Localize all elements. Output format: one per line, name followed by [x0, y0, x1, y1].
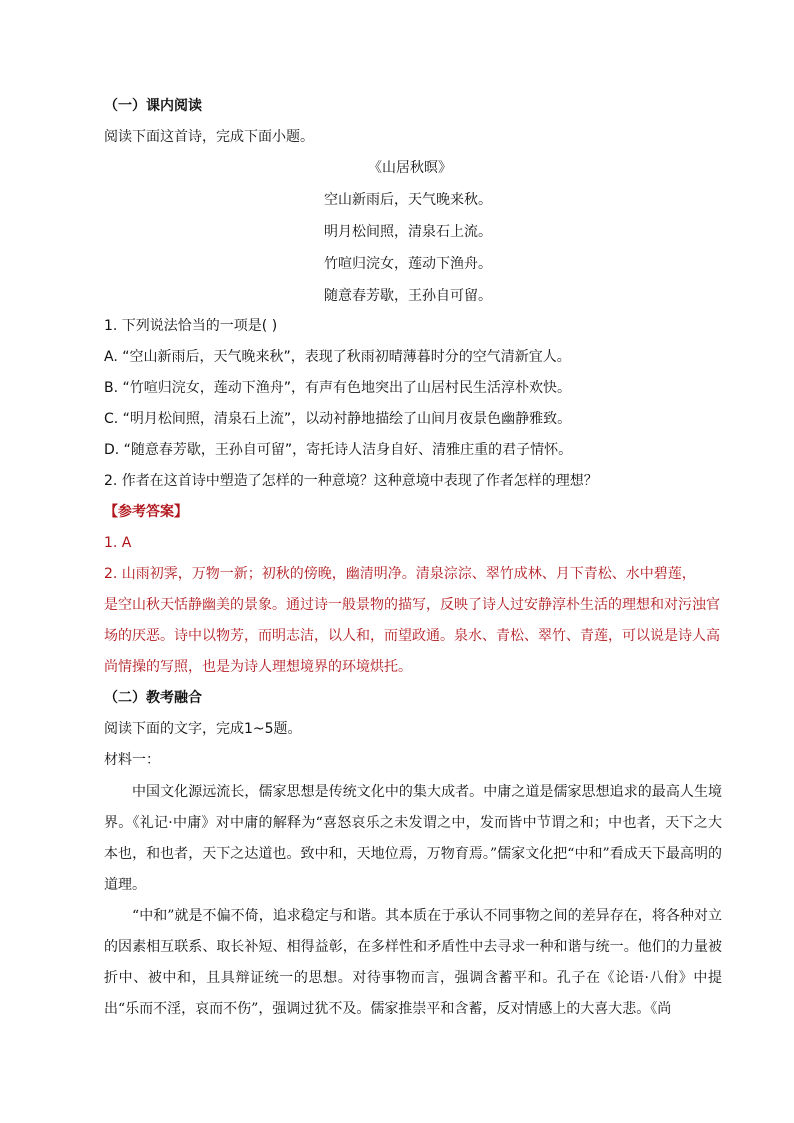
- material-paragraph: “中和”就是不偏不倚，追求稳定与和谐。其本质在于承认不同事物之间的差异存在，将各种对立的因素相互联系、取长补短、相得益彰，在多样性和矛盾性中去寻求一种和谐与统一。他们的力量被折中、被中和，且具辩证统一的思想。对待事物而言，强调含蓄平和。孔子在《论语·八佾》中提出“乐而不淫，哀而不伤”，强调过犹不及。儒家推崇平和含蓄，反对情感上的大喜大悲。《尚: [104, 908, 722, 1017]
- material-paragraph: 中国文化源远流长，儒家思想是传统文化中的集大成者。中庸之道是儒家思想追求的最高人生境界。《礼记·中庸》对中庸的解释为“喜怒哀乐之未发谓之中，发而皆中节谓之和；中也者，天下之大本也，和也者，天下之达道也。致中和，天地位焉，万物育焉。”儒家文化把“中和”看成天下最高明的道理。: [104, 784, 722, 893]
- question1-option-c: C. “明月松间照，清泉石上流”，以动衬静地描绘了山间月夜景色幽静雅致。: [104, 411, 572, 427]
- question1-option-d: D. “随意春芳歇，王孙自可留”，寄托诗人洁身自好、清雅庄重的君子情怀。: [104, 442, 573, 458]
- poem-line: 空山新雨后，天气晚来秋。: [324, 192, 492, 208]
- section2-heading: （二）教考融合: [104, 690, 202, 706]
- answer-2-line: 是空山秋天恬静幽美的景象。通过诗一般景物的描写，反映了诗人过安静淳朴生活的理想和对污浊官: [104, 597, 720, 613]
- answer-2-line: 尚情操的写照，也是为诗人理想境界的环境烘托。: [104, 659, 412, 675]
- question1-option-a: A. “空山新雨后，天气晚来秋”，表现了秋雨初晴薄暮时分的空气清新宜人。: [104, 349, 571, 365]
- poem-title: 《山居秋暝》: [368, 160, 452, 176]
- material-text: [104, 777, 722, 1025]
- material-label: 材料一：: [104, 752, 160, 768]
- section1-heading: （一）课内阅读: [104, 98, 202, 114]
- poem-line: 随意春芳歇，王孙自可留。: [324, 288, 492, 304]
- question1-stem: 1. 下列说法恰当的一项是( ): [104, 318, 278, 334]
- section1-instruction: 阅读下面这首诗，完成下面小题。: [104, 129, 314, 145]
- answer-2-line: 2. 山雨初霁，万物一新；初秋的傍晚，幽清明净。清泉淙淙、翠竹成林、月下青松、水中碧莲，: [104, 566, 696, 582]
- answer-label: 【参考答案】: [104, 504, 188, 520]
- section2-instruction: 阅读下面的文字，完成1~5题。: [104, 721, 302, 737]
- answer-1: 1. A: [104, 535, 132, 551]
- poem-line: 竹喧归浣女，莲动下渔舟。: [324, 256, 492, 272]
- question2: 2. 作者在这首诗中塑造了怎样的一种意境？这种意境中表现了作者怎样的理想？: [104, 473, 598, 489]
- question1-option-b: B. “竹喧归浣女，莲动下渔舟”，有声有色地突出了山居村民生活淳朴欢快。: [104, 380, 572, 396]
- poem-line: 明月松间照，清泉石上流。: [324, 224, 492, 240]
- answer-2-line: 场的厌恶。诗中以物芳，而明志洁，以人和，而望政通。泉水、青松、翠竹、青莲，可以说是诗人高: [104, 628, 720, 644]
